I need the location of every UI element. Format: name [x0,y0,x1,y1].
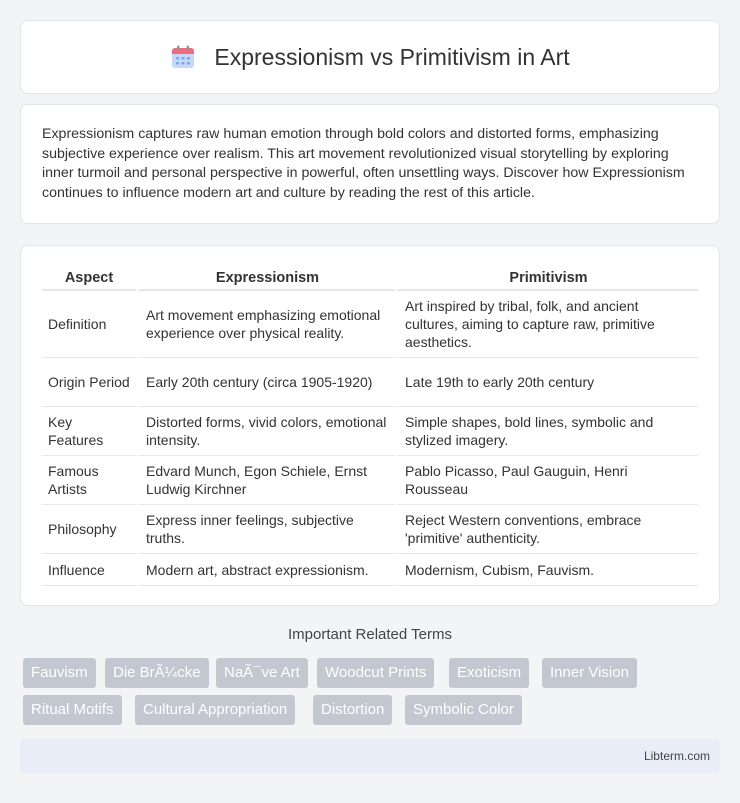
cell-aspect: Definition [42,291,136,358]
header-content [170,44,569,71]
cell-primitivism: Pablo Picasso, Paul Gauguin, Henri Rousseau [395,456,698,505]
table-row [42,554,698,586]
cell-primitivism: Reject Western conventions, embrace 'primitive' authenticity. [395,505,698,554]
table-row [42,358,698,407]
cell-aspect: Key Features [42,407,136,456]
comparison-table [42,266,698,586]
cell-expressionism: Express inner feelings, subjective truths. [136,505,395,554]
tag-symbolic-color[interactable]: Symbolic Color [405,695,522,725]
tag-die-brucke[interactable]: Die BrÃ¼cke [105,658,209,688]
cell-aspect: Philosophy [42,505,136,554]
header-expressionism: Expressionism [136,266,395,291]
cell-expressionism: Edvard Munch, Egon Schiele, Ernst Ludwig Kirchner [136,456,395,505]
tag-ritual-motifs[interactable]: Ritual Motifs [23,695,122,725]
table-header-row [42,266,698,291]
table-row [42,456,698,505]
cell-primitivism: Modernism, Cubism, Fauvism. [395,554,698,586]
page-title: Expressionism vs Primitivism in Art [214,43,570,70]
footer-site-link[interactable]: Libterm.com [643,749,710,763]
table-row [42,505,698,554]
table-row [42,407,698,456]
cell-expressionism: Distorted forms, vivid colors, emotional intensity. [136,407,395,456]
header-primitivism: Primitivism [395,266,698,291]
table-row [42,291,698,358]
cell-expressionism: Early 20th century (circa 1905-1920) [136,358,395,407]
header-card [20,20,720,94]
cell-expressionism: Art movement emphasizing emotional experience over physical reality. [136,291,395,358]
tag-exoticism[interactable]: Exoticism [449,658,529,688]
related-terms-title: Important Related Terms [288,626,452,643]
cell-aspect: Influence [42,554,136,586]
comparison-card [20,245,720,606]
footer [20,739,720,773]
tag-inner-vision[interactable]: Inner Vision [542,658,637,688]
cell-primitivism: Art inspired by tribal, folk, and ancient cultures, aiming to capture raw, primitive aesthetics. [395,291,698,358]
tag-fauvism[interactable]: Fauvism [23,658,96,688]
cell-primitivism: Late 19th to early 20th century [395,358,698,407]
cell-expressionism: Modern art, abstract expressionism. [136,554,395,586]
cell-primitivism: Simple shapes, bold lines, symbolic and stylized imagery. [395,407,698,456]
intro-card [20,104,720,224]
header-aspect: Aspect [42,266,136,291]
cell-aspect: Origin Period [42,358,136,407]
calendar-icon [170,44,196,70]
tag-cultural-appropriation[interactable]: Cultural Appropriation [135,695,295,725]
tag-distortion[interactable]: Distortion [313,695,392,725]
tag-naive-art[interactable]: NaÃ¯ve Art [216,658,308,688]
tag-woodcut-prints[interactable]: Woodcut Prints [317,658,434,688]
intro-text: Expressionism captures raw human emotion through bold colors and distorted forms, emphasizing subjective experience over realism. This art movement revolutionized visual storytelling by exploring inner turmoil and personal perspective in powerful, often unsettling ways. Discover how Expressionism continues to influence modern art and culture by reading the rest of this article. [42,126,685,201]
cell-aspect: Famous Artists [42,456,136,505]
